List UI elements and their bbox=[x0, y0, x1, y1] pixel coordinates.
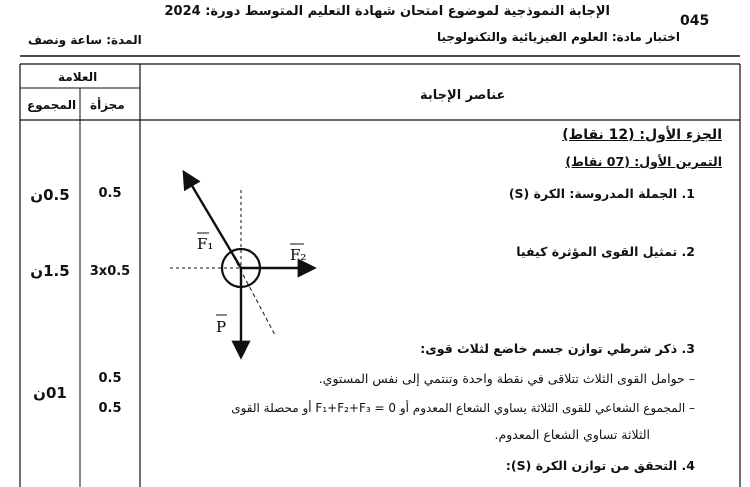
document-number: 045 bbox=[680, 13, 710, 29]
p-label: P bbox=[216, 318, 227, 336]
f1-label: F₁ bbox=[197, 235, 214, 253]
col-answer-header: عناصر الإجابة bbox=[420, 88, 506, 103]
q3-partial-mark-b: 0.5 bbox=[98, 401, 122, 416]
q3-partial-mark-a: 0.5 bbox=[98, 371, 122, 386]
force-f1-arrow bbox=[185, 174, 241, 268]
col-partial-header: مجزأة bbox=[90, 98, 125, 112]
answer-q3-condition-b-cont: الثلاثة تساوي الشعاع المعدوم. bbox=[494, 427, 650, 442]
col-mark-header: العلامة bbox=[58, 70, 98, 84]
q2-partial-mark: 3x0.5 bbox=[89, 264, 131, 279]
q1-total-mark: 0.5ن bbox=[30, 186, 70, 204]
answer-q2: 2. تمثيل القوى المؤثرة كيفيا bbox=[516, 244, 695, 259]
q1-partial-mark: 0.5 bbox=[98, 186, 122, 201]
answer-q4: 4. التحقق من توازن الكرة (S): bbox=[505, 458, 695, 473]
subject-line: اختبار مادة: العلوم الفيزيائية والتكنولوجيا bbox=[436, 30, 680, 44]
part-one-title: الجزء الأول: (12 نقاط) bbox=[562, 127, 722, 143]
answer-q3-condition-a: – حوامل القوى الثلاث تتلاقى في نقطة واحدة وتنتمي إلى نفس المستوي. bbox=[318, 371, 695, 386]
answer-q1: 1. الجملة المدروسة: الكرة (S) bbox=[508, 186, 695, 201]
answer-q3: 3. ذكر شرطي توازن جسم خاضع لثلاث قوى: bbox=[420, 341, 695, 356]
f2-label: F₂ bbox=[290, 246, 307, 264]
document-title: الإجابة النموذجية لموضوع امتحان شهادة التعليم المتوسط دورة: 2024 bbox=[164, 4, 610, 19]
exercise-one-title: التمرين الأول: (07 نقاط) bbox=[565, 154, 722, 169]
q2-total-mark: 1.5ن bbox=[30, 262, 70, 280]
answer-q3-condition-b: – المجموع الشعاعي للقوى الثلاثة يساوي الشعاع المعدوم أو F₁+F₂+F₃ = 0 أو محصلة القوى bbox=[231, 401, 695, 415]
force-diagram bbox=[160, 160, 330, 365]
col-total-header: المجموع bbox=[27, 98, 77, 112]
q3-total-mark: 01ن bbox=[33, 384, 67, 402]
duration-line: المدة: ساعة ونصف bbox=[28, 33, 142, 47]
reference-lines bbox=[170, 190, 295, 335]
